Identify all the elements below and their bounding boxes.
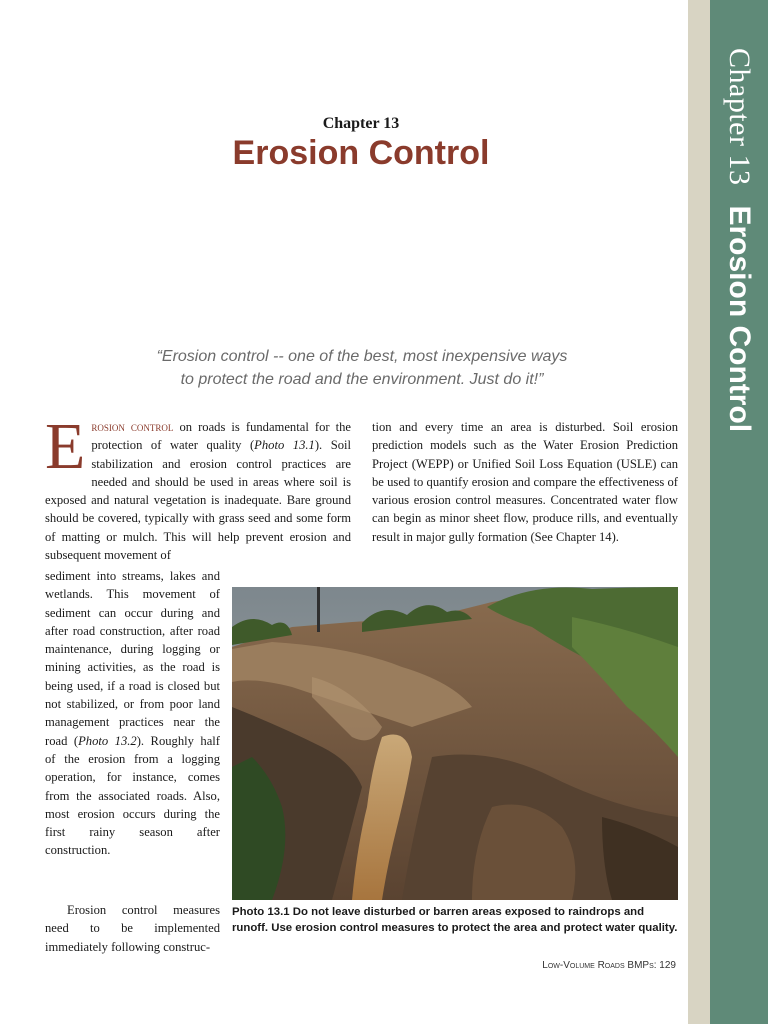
narrow-text-a: sediment into streams, lakes and wetlands. This movement of sediment can occur during and after road construction, after road maintenance, during logging or mining activities, as the road is being used, if a road is closed but not stabilized, or from poor land management practices near the road (: [45, 569, 220, 748]
quote-line-1: “Erosion control -- one of the best, most inexpensive ways: [156, 348, 568, 365]
footer-label: Low-Volume Roads BMPs: [542, 960, 654, 971]
page-title: Erosion Control: [232, 134, 490, 172]
col1-text-b: ). Soil stabilization and erosion control practices are needed and should be used in areas where soil is exposed and natural vegetation is inadequate. Bare ground should be covered, typically with grass seed and some form of matting or mulch. This will help prevent erosion and subsequent movement of: [45, 438, 351, 563]
narrow-para2: Erosion control measures need to be implemented immediately following construc-: [45, 903, 220, 954]
page-footer: [0, 960, 676, 971]
caption-text: Do not leave disturbed or barren areas exposed to raindrops and runoff. Use erosion control measures to protect the area and protect water quality.: [232, 906, 678, 934]
col2-paragraph: tion and every time an area is disturbed. Soil erosion prediction models such as the Water Erosion Prediction Project (WEPP) or Unified Soil Loss Equation (USLE) can be used to quantify erosion and compare the effectiveness of various erosion control measures. Concentrated water flow can begin as minor sheet flow, produce rills, and eventually result in major gully formation (See Chapter 14).: [372, 420, 678, 544]
side-tab-chapter: Chapter 13: [723, 48, 756, 186]
body-narrow-paragraph-2: [45, 901, 220, 956]
quote-line-2: to protect the road and the environment. Just do it!”: [180, 371, 544, 388]
chapter-label: Chapter 13: [322, 115, 400, 132]
narrow-text-b: ). Roughly half of the erosion from a logging operation, for instance, comes from the associated roads. Also, most erosion occurs during the first rainy season after construction.: [45, 733, 220, 858]
photo-ref-13-1: Photo 13.1: [254, 438, 315, 453]
footer-page-number: : 129: [653, 960, 676, 971]
body-column-2: [372, 418, 678, 546]
col1-text-a: on roads is fundamental for the protection of water quality (: [91, 420, 351, 453]
photo-caption: [232, 905, 678, 936]
body-column-1: [45, 410, 351, 564]
narrow-paragraph: [45, 567, 220, 860]
pull-quote: [60, 345, 664, 391]
photo-ref-13-2: Photo 13.2: [78, 733, 137, 748]
lead-in: rosion control: [91, 420, 174, 434]
side-tab-text: [722, 48, 756, 432]
erosion-photo-image: [232, 587, 678, 900]
drop-cap: E: [45, 410, 86, 483]
side-tab-title: Erosion Control: [723, 205, 756, 433]
intro-paragraph: [45, 410, 351, 564]
erosion-photo: [232, 587, 678, 900]
caption-label: Photo 13.1: [232, 906, 290, 918]
body-narrow-column: [45, 567, 220, 860]
